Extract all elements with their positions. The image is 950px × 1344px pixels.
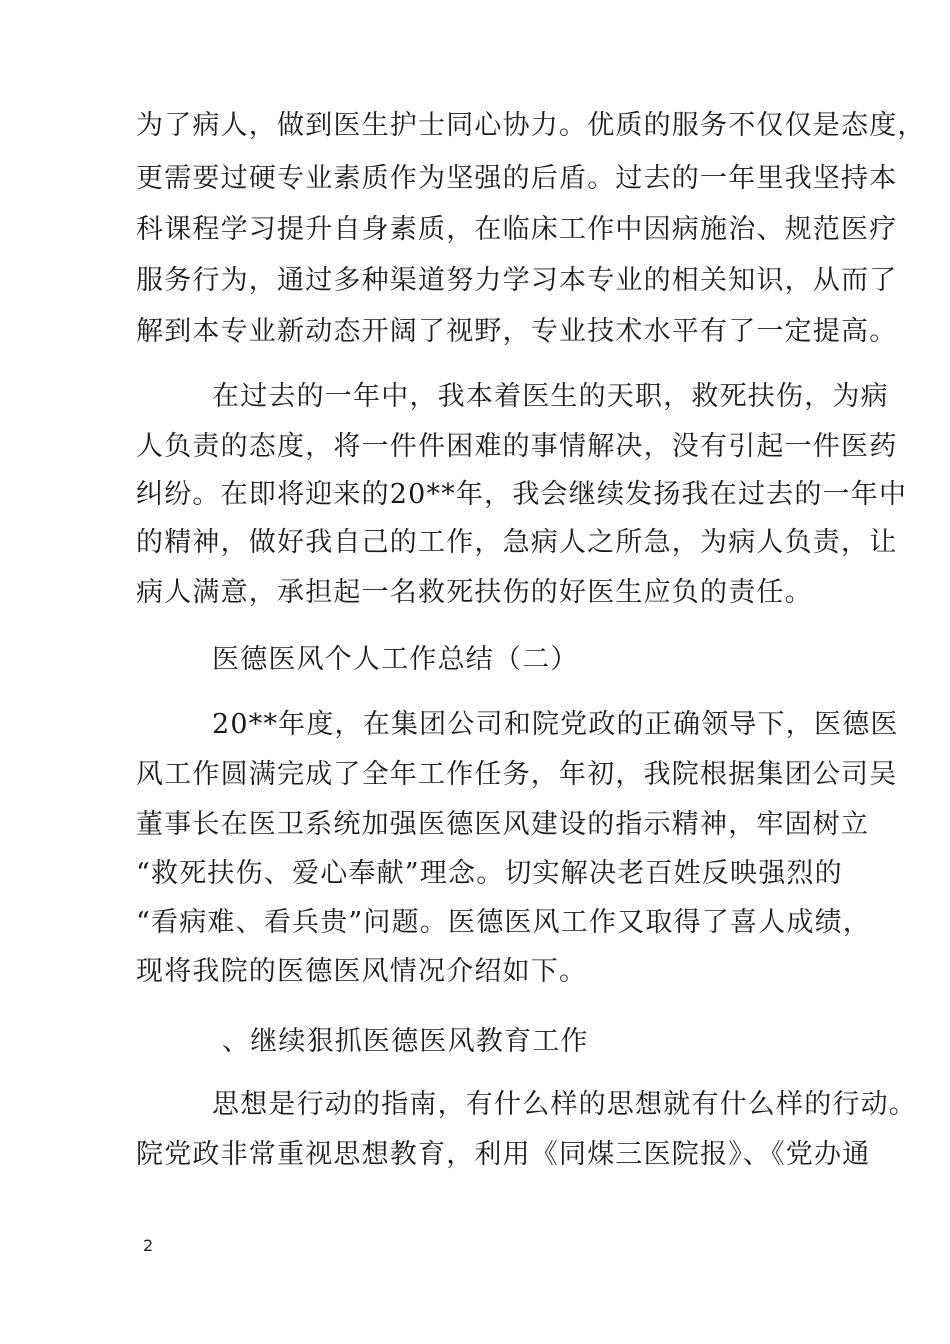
paragraph-line: 思想是行动的指南，有什么样的思想就有什么样的行动。 (212, 1089, 917, 1120)
paragraph-line: 病人满意，承担起一名救死扶伤的好医生应负的责任。 (136, 577, 813, 608)
page-number: 2 (143, 1236, 154, 1255)
paragraph-line: 人负责的态度，将一件件困难的事情解决，没有引起一件医药 (136, 431, 898, 462)
paragraph-line: 解到本专业新动态开阔了视野，专业技术水平有了一定提高。 (136, 316, 898, 347)
paragraph-line: 现将我院的医德医风情况介绍如下。 (136, 956, 588, 987)
paragraph-line: 纠纷。在即将迎来的20**年，我会继续发扬我在过去的一年中 (136, 479, 908, 510)
subsection-heading: 、继续狠抓医德医风教育工作 (222, 1026, 589, 1057)
section-heading: 医德医风个人工作总结（二） (212, 644, 579, 675)
paragraph-line: 服务行为，通过多种渠道努力学习本专业的相关知识，从而了 (136, 265, 898, 296)
paragraph-line: 的精神，做好我自己的工作，急病人之所急，为病人负责，让 (136, 527, 898, 558)
paragraph-line: 在过去的一年中，我本着医生的天职，救死扶伤，为病 (212, 381, 889, 412)
paragraph-line: “看病难、看兵贵”问题。医德医风工作又取得了喜人成绩， (136, 907, 872, 938)
paragraph-line: 科课程学习提升自身素质，在临床工作中因病施治、规范医疗 (136, 214, 898, 245)
paragraph-line: 20**年度，在集团公司和院党政的正确领导下，医德医 (212, 709, 899, 740)
paragraph-line: 董事长在医卫系统加强医德医风建设的指示精神，牢固树立 (136, 809, 870, 840)
paragraph-line: 院党政非常重视思想教育，利用《同煤三医院报》、《党办通 (136, 1139, 871, 1170)
paragraph-line: 风工作圆满完成了全年工作任务，年初，我院根据集团公司吴 (136, 759, 898, 790)
paragraph-line: 更需要过硬专业素质作为坚强的后盾。过去的一年里我坚持本 (136, 163, 898, 194)
paragraph-line: “救死扶伤、爱心奉献”理念。切实解决老百姓反映强烈的 (136, 858, 843, 889)
paragraph-line: 为了病人，做到医生护士同心协力。优质的服务不仅仅是态度， (136, 110, 926, 141)
